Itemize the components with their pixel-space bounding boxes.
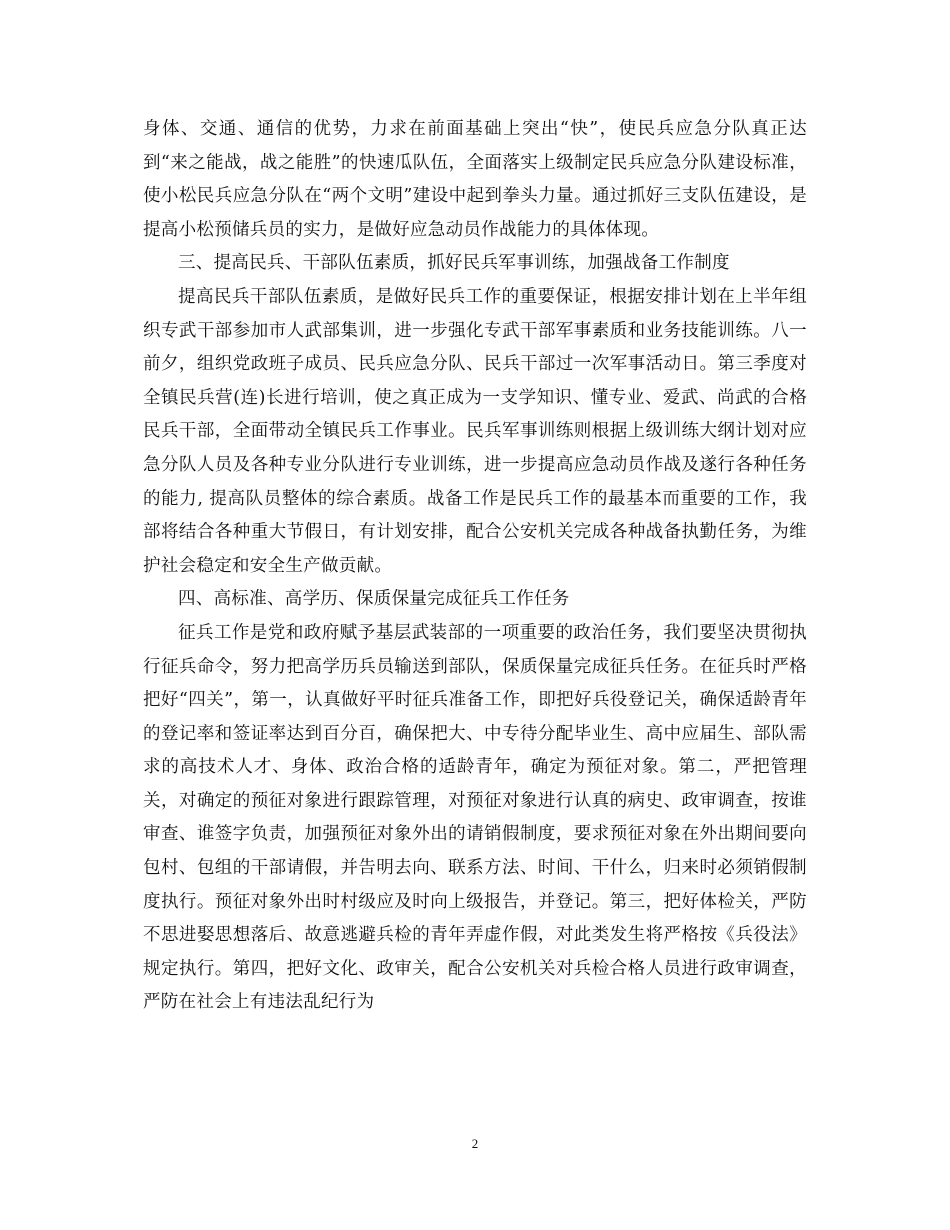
- document-body: [143, 113, 807, 1020]
- section-heading-four: 四、高标准、高学历、保质保量完成征兵工作任务: [178, 589, 570, 610]
- section-heading-three: 三、提高民兵、干部队伍素质，抓好民兵军事训练，加强战备工作制度: [178, 253, 730, 274]
- paragraph-continuation: 身体、交通、通信的优势，力求在前面基础上突出“快”，使民兵应急分队真正达到“来之能战，战之能胜”的快速瓜队伍，全面落实上级制定民兵应急分队建设标准，使小松民兵应急分队在“两个文明”建设中起到拳头力量。通过抓好三支队伍建设，是提高小松预储兵员的实力，是做好应急动员作战能力的具体体现。: [143, 119, 807, 240]
- paragraph-conscription: 征兵工作是党和政府赋予基层武装部的一项重要的政治任务，我们要坚决贯彻执行征兵命令，努力把高学历兵员输送到部队，保质保量完成征兵任务。在征兵时严格把好“四关”，第一，认真做好平时征兵准备工作，即把好兵役登记关，确保适龄青年的登记率和签证率达到百分百，确保把大、中专待分配毕业生、高中应届生、部队需求的高技术人才、身体、政治合格的适龄青年，确定为预征对象。第二，严把管理关，对确定的预征对象进行跟踪管理，对预征对象进行认真的病史、政审调查，按谁审查、谁签字负责，加强预征对象外出的请销假制度，要求预征对象在外出期间要向包村、包组的干部请假，并告明去向、联系方法、时间、干什么，归来时必须销假制度执行。预征对象外出时村级应及时向上级报告，并登记。第三，把好体检关，严防不思进娶思想落后、故意逃避兵检的青年弄虚作假，对此类发生将严格按《兵役法》规定执行。第四，把好文化、政审关，配合公安机关对兵检合格人员进行政审调查，严防在社会上有违法乱纪行为: [143, 622, 807, 1013]
- paragraph-militia-training: 提高民兵干部队伍素质，是做好民兵工作的重要保证，根据安排计划在上半年组织专武干部参加市人武部集训，进一步强化专武干部军事素质和业务技能训练。八一前夕，组织党政班子成员、民兵应急分队、民兵干部过一次军事活动日。第三季度对全镇民兵营(连)长进行培训，使之真正成为一支学知识、懂专业、爱武、尚武的合格民兵干部，全面带动全镇民兵工作事业。民兵军事训练则根据上级训练大纲计划对应急分队人员及各种专业分队进行专业训练，进一步提高应急动员作战及遂行各种任务的能力, 提高队员整体的综合素质。战备工作是民兵工作的最基本而重要的工作，我部将结合各种重大节假日，有计划安排，配合公安机关完成各种战备执勤任务，为维护社会稳定和安全生产做贡献。: [143, 286, 807, 576]
- page-number: 2: [471, 1136, 479, 1151]
